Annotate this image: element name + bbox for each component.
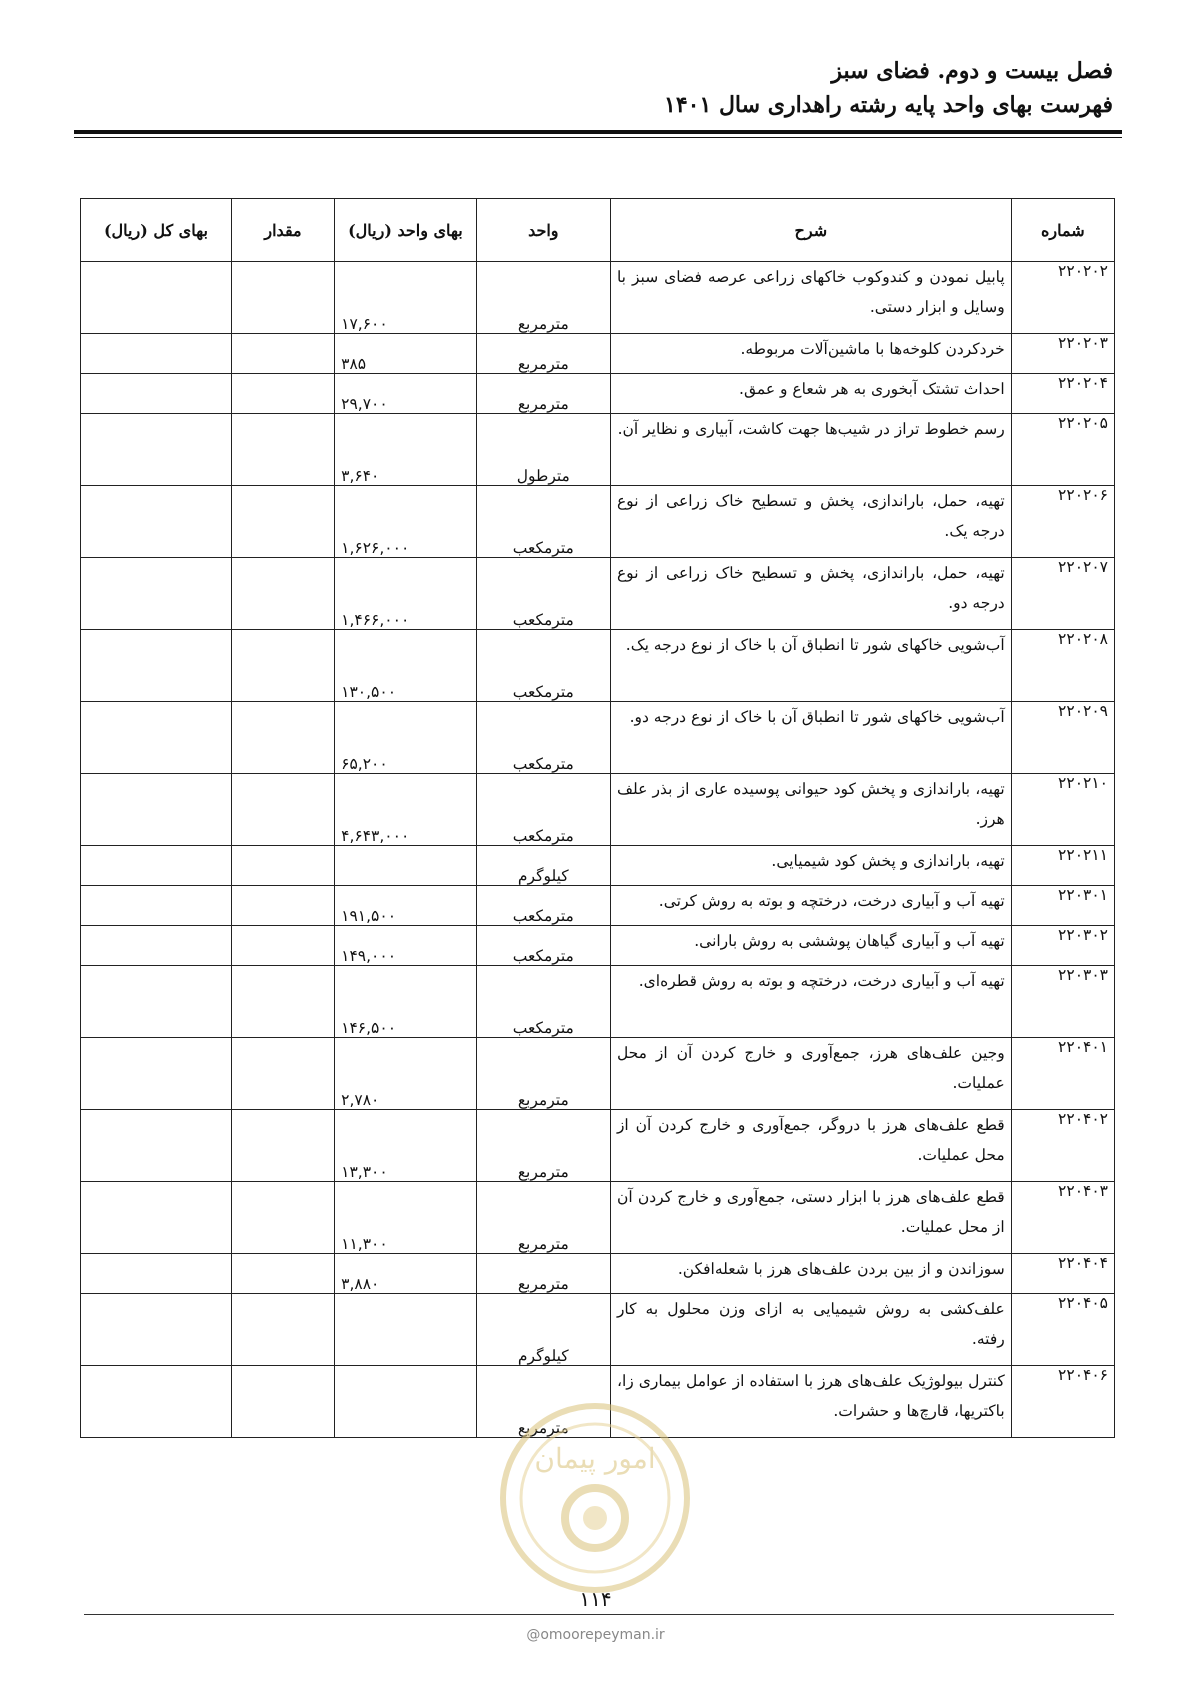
col-header-qty: مقدار bbox=[231, 199, 334, 262]
item-unit: مترمربع bbox=[476, 1366, 610, 1438]
item-total-price bbox=[81, 558, 232, 630]
item-description: علف‌کشی به روش شیمیایی به ازای وزن محلول به کار رفته. bbox=[610, 1294, 1011, 1366]
item-code: ۲۲۰۲۰۴ bbox=[1011, 374, 1114, 414]
item-total-price bbox=[81, 630, 232, 702]
item-description: تهیه، باراندازی و پخش کود حیوانی پوسیده عاری از بذر علف هرز. bbox=[610, 774, 1011, 846]
page-number: ۱۱۴ bbox=[579, 1587, 612, 1611]
item-quantity bbox=[231, 374, 334, 414]
item-total-price bbox=[81, 374, 232, 414]
col-header-total: بهای کل (ریال) bbox=[81, 199, 232, 262]
item-unit-price: ۲,۷۸۰ bbox=[335, 1038, 477, 1110]
item-code: ۲۲۰۴۰۱ bbox=[1011, 1038, 1114, 1110]
item-unit-price: ۳۸۵ bbox=[335, 334, 477, 374]
item-code: ۲۲۰۴۰۳ bbox=[1011, 1182, 1114, 1254]
item-description: تهیه آب و آبیاری درخت، درختچه و بوته به روش قطره‌ای. bbox=[610, 966, 1011, 1038]
item-description: تهیه آب و آبیاری گیاهان پوششی به روش بارانی. bbox=[610, 926, 1011, 966]
item-description: قطع علف‌های هرز با ابزار دستی، جمع‌آوری و خارج کردن آن از محل عملیات. bbox=[610, 1182, 1011, 1254]
item-unit: مترمربع bbox=[476, 1038, 610, 1110]
item-total-price bbox=[81, 966, 232, 1038]
item-quantity bbox=[231, 1182, 334, 1254]
item-total-price bbox=[81, 262, 232, 334]
item-unit-price: ۱۳۰,۵۰۰ bbox=[335, 630, 477, 702]
item-description: احداث تشتک آبخوری به هر شعاع و عمق. bbox=[610, 374, 1011, 414]
item-unit: مترمکعب bbox=[476, 966, 610, 1038]
item-quantity bbox=[231, 630, 334, 702]
item-unit-price bbox=[335, 1294, 477, 1366]
item-unit-price: ۲۹,۷۰۰ bbox=[335, 374, 477, 414]
item-quantity bbox=[231, 702, 334, 774]
item-description: تهیه آب و آبیاری درخت، درختچه و بوته به روش کرتی. bbox=[610, 886, 1011, 926]
item-quantity bbox=[231, 926, 334, 966]
item-total-price bbox=[81, 886, 232, 926]
watermark-text: امور پیمان bbox=[534, 1442, 656, 1475]
item-total-price bbox=[81, 334, 232, 374]
item-unit-price: ۱۳,۳۰۰ bbox=[335, 1110, 477, 1182]
item-unit-price bbox=[335, 1366, 477, 1438]
item-unit: مترمربع bbox=[476, 1182, 610, 1254]
table-row bbox=[81, 1366, 1115, 1438]
item-code: ۲۲۰۲۰۳ bbox=[1011, 334, 1114, 374]
item-code: ۲۲۰۲۰۸ bbox=[1011, 630, 1114, 702]
table-row bbox=[81, 558, 1115, 630]
item-quantity bbox=[231, 1366, 334, 1438]
table-header-row bbox=[81, 199, 1115, 262]
item-code: ۲۲۰۴۰۶ bbox=[1011, 1366, 1114, 1438]
item-total-price bbox=[81, 1038, 232, 1110]
item-unit-price: ۱۴۹,۰۰۰ bbox=[335, 926, 477, 966]
item-quantity bbox=[231, 1038, 334, 1110]
item-unit: مترمکعب bbox=[476, 702, 610, 774]
item-code: ۲۲۰۲۰۶ bbox=[1011, 486, 1114, 558]
item-quantity bbox=[231, 966, 334, 1038]
item-description: آب‌شویی خاکهای شور تا انطباق آن با خاک از نوع درجه دو. bbox=[610, 702, 1011, 774]
item-code: ۲۲۰۲۱۰ bbox=[1011, 774, 1114, 846]
item-description: خردکردن کلوخه‌ها با ماشین‌آلات مربوطه. bbox=[610, 334, 1011, 374]
item-unit: مترمربع bbox=[476, 1110, 610, 1182]
item-code: ۲۲۰۳۰۱ bbox=[1011, 886, 1114, 926]
item-quantity bbox=[231, 846, 334, 886]
table-row bbox=[81, 334, 1115, 374]
item-total-price bbox=[81, 846, 232, 886]
table-row bbox=[81, 926, 1115, 966]
header-rule-thick bbox=[74, 130, 1122, 134]
item-unit-price: ۱,۶۲۶,۰۰۰ bbox=[335, 486, 477, 558]
item-total-price bbox=[81, 926, 232, 966]
item-code: ۲۲۰۲۰۲ bbox=[1011, 262, 1114, 334]
item-unit: کیلوگرم bbox=[476, 846, 610, 886]
item-total-price bbox=[81, 486, 232, 558]
item-unit: مترمربع bbox=[476, 1254, 610, 1294]
table-row bbox=[81, 486, 1115, 558]
item-quantity bbox=[231, 886, 334, 926]
item-description: پابیل نمودن و کندوکوب خاکهای زراعی عرصه فضای سبز با وسایل و ابزار دستی. bbox=[610, 262, 1011, 334]
table-row bbox=[81, 1182, 1115, 1254]
item-quantity bbox=[231, 1294, 334, 1366]
table-row bbox=[81, 1110, 1115, 1182]
item-code: ۲۲۰۳۰۲ bbox=[1011, 926, 1114, 966]
table-row bbox=[81, 374, 1115, 414]
item-quantity bbox=[231, 334, 334, 374]
chapter-title: فصل بیست و دوم. فضای سبز bbox=[831, 58, 1113, 84]
item-description: قطع علف‌های هرز با دروگر، جمع‌آوری و خارج کردن آن از محل عملیات. bbox=[610, 1110, 1011, 1182]
item-quantity bbox=[231, 486, 334, 558]
item-code: ۲۲۰۴۰۲ bbox=[1011, 1110, 1114, 1182]
price-table bbox=[80, 198, 1115, 1438]
item-code: ۲۲۰۲۱۱ bbox=[1011, 846, 1114, 886]
table-row bbox=[81, 846, 1115, 886]
table-row bbox=[81, 886, 1115, 926]
table-row bbox=[81, 1294, 1115, 1366]
document-subtitle: فهرست بهای واحد پایه رشته راهداری سال ۱۴۰۱ bbox=[664, 92, 1113, 118]
item-description: آب‌شویی خاکهای شور تا انطباق آن با خاک از نوع درجه یک. bbox=[610, 630, 1011, 702]
item-total-price bbox=[81, 1294, 232, 1366]
item-total-price bbox=[81, 1254, 232, 1294]
item-code: ۲۲۰۴۰۴ bbox=[1011, 1254, 1114, 1294]
item-unit-price: ۳,۶۴۰ bbox=[335, 414, 477, 486]
item-unit: مترمکعب bbox=[476, 558, 610, 630]
table-row bbox=[81, 1254, 1115, 1294]
item-quantity bbox=[231, 558, 334, 630]
item-unit-price: ۱۷,۶۰۰ bbox=[335, 262, 477, 334]
item-description: تهیه، حمل، باراندازی، پخش و تسطیح خاک زراعی از نوع درجه دو. bbox=[610, 558, 1011, 630]
item-unit-price: ۱۱,۳۰۰ bbox=[335, 1182, 477, 1254]
col-header-code: شماره bbox=[1011, 199, 1114, 262]
item-unit: مترمکعب bbox=[476, 774, 610, 846]
item-quantity bbox=[231, 262, 334, 334]
item-quantity bbox=[231, 1110, 334, 1182]
item-unit: مترطول bbox=[476, 414, 610, 486]
item-unit: مترمکعب bbox=[476, 630, 610, 702]
footer-rule bbox=[84, 1614, 1114, 1615]
item-code: ۲۲۰۲۰۹ bbox=[1011, 702, 1114, 774]
item-total-price bbox=[81, 702, 232, 774]
col-header-unit: واحد bbox=[476, 199, 610, 262]
item-unit: مترمکعب bbox=[476, 486, 610, 558]
item-unit-price: ۱۹۱,۵۰۰ bbox=[335, 886, 477, 926]
item-unit-price: ۴,۶۴۳,۰۰۰ bbox=[335, 774, 477, 846]
item-description: سوزاندن و از بین بردن علف‌های هرز با شعله‌افکن. bbox=[610, 1254, 1011, 1294]
item-quantity bbox=[231, 414, 334, 486]
item-description: تهیه، حمل، باراندازی، پخش و تسطیح خاک زراعی از نوع درجه یک. bbox=[610, 486, 1011, 558]
item-unit-price: ۱۴۶,۵۰۰ bbox=[335, 966, 477, 1038]
header-rule-thin bbox=[74, 137, 1122, 138]
table-row bbox=[81, 414, 1115, 486]
item-unit-price: ۶۵,۲۰۰ bbox=[335, 702, 477, 774]
item-total-price bbox=[81, 1366, 232, 1438]
item-quantity bbox=[231, 1254, 334, 1294]
item-unit: مترمکعب bbox=[476, 926, 610, 966]
item-unit: مترمربع bbox=[476, 374, 610, 414]
item-code: ۲۲۰۳۰۳ bbox=[1011, 966, 1114, 1038]
col-header-desc: شرح bbox=[610, 199, 1011, 262]
item-unit: مترمربع bbox=[476, 334, 610, 374]
item-unit-price bbox=[335, 846, 477, 886]
col-header-unit-price: بهای واحد (ریال) bbox=[335, 199, 477, 262]
item-total-price bbox=[81, 774, 232, 846]
footer-site-url: @omoorepeyman.ir bbox=[526, 1627, 665, 1643]
item-total-price bbox=[81, 1182, 232, 1254]
table-row bbox=[81, 702, 1115, 774]
item-unit: مترمکعب bbox=[476, 886, 610, 926]
item-description: رسم خطوط تراز در شیب‌ها جهت کاشت، آبیاری و نظایر آن. bbox=[610, 414, 1011, 486]
item-code: ۲۲۰۴۰۵ bbox=[1011, 1294, 1114, 1366]
table-row bbox=[81, 1038, 1115, 1110]
item-quantity bbox=[231, 774, 334, 846]
item-total-price bbox=[81, 1110, 232, 1182]
table-row bbox=[81, 262, 1115, 334]
table-row bbox=[81, 630, 1115, 702]
item-unit-price: ۳,۸۸۰ bbox=[335, 1254, 477, 1294]
table-row bbox=[81, 774, 1115, 846]
item-total-price bbox=[81, 414, 232, 486]
item-description: تهیه، باراندازی و پخش کود شیمیایی. bbox=[610, 846, 1011, 886]
item-code: ۲۲۰۲۰۷ bbox=[1011, 558, 1114, 630]
item-unit-price: ۱,۴۶۶,۰۰۰ bbox=[335, 558, 477, 630]
item-unit: کیلوگرم bbox=[476, 1294, 610, 1366]
table-row bbox=[81, 966, 1115, 1038]
item-unit: مترمربع bbox=[476, 262, 610, 334]
item-code: ۲۲۰۲۰۵ bbox=[1011, 414, 1114, 486]
item-description: کنترل بیولوژیک علف‌های هرز با استفاده از عوامل بیماری زا، باکتریها، قارچ‌ها و حشرات. bbox=[610, 1366, 1011, 1438]
page-header bbox=[63, 54, 1113, 122]
item-description: وجین علف‌های هرز، جمع‌آوری و خارج کردن آن از محل عملیات. bbox=[610, 1038, 1011, 1110]
